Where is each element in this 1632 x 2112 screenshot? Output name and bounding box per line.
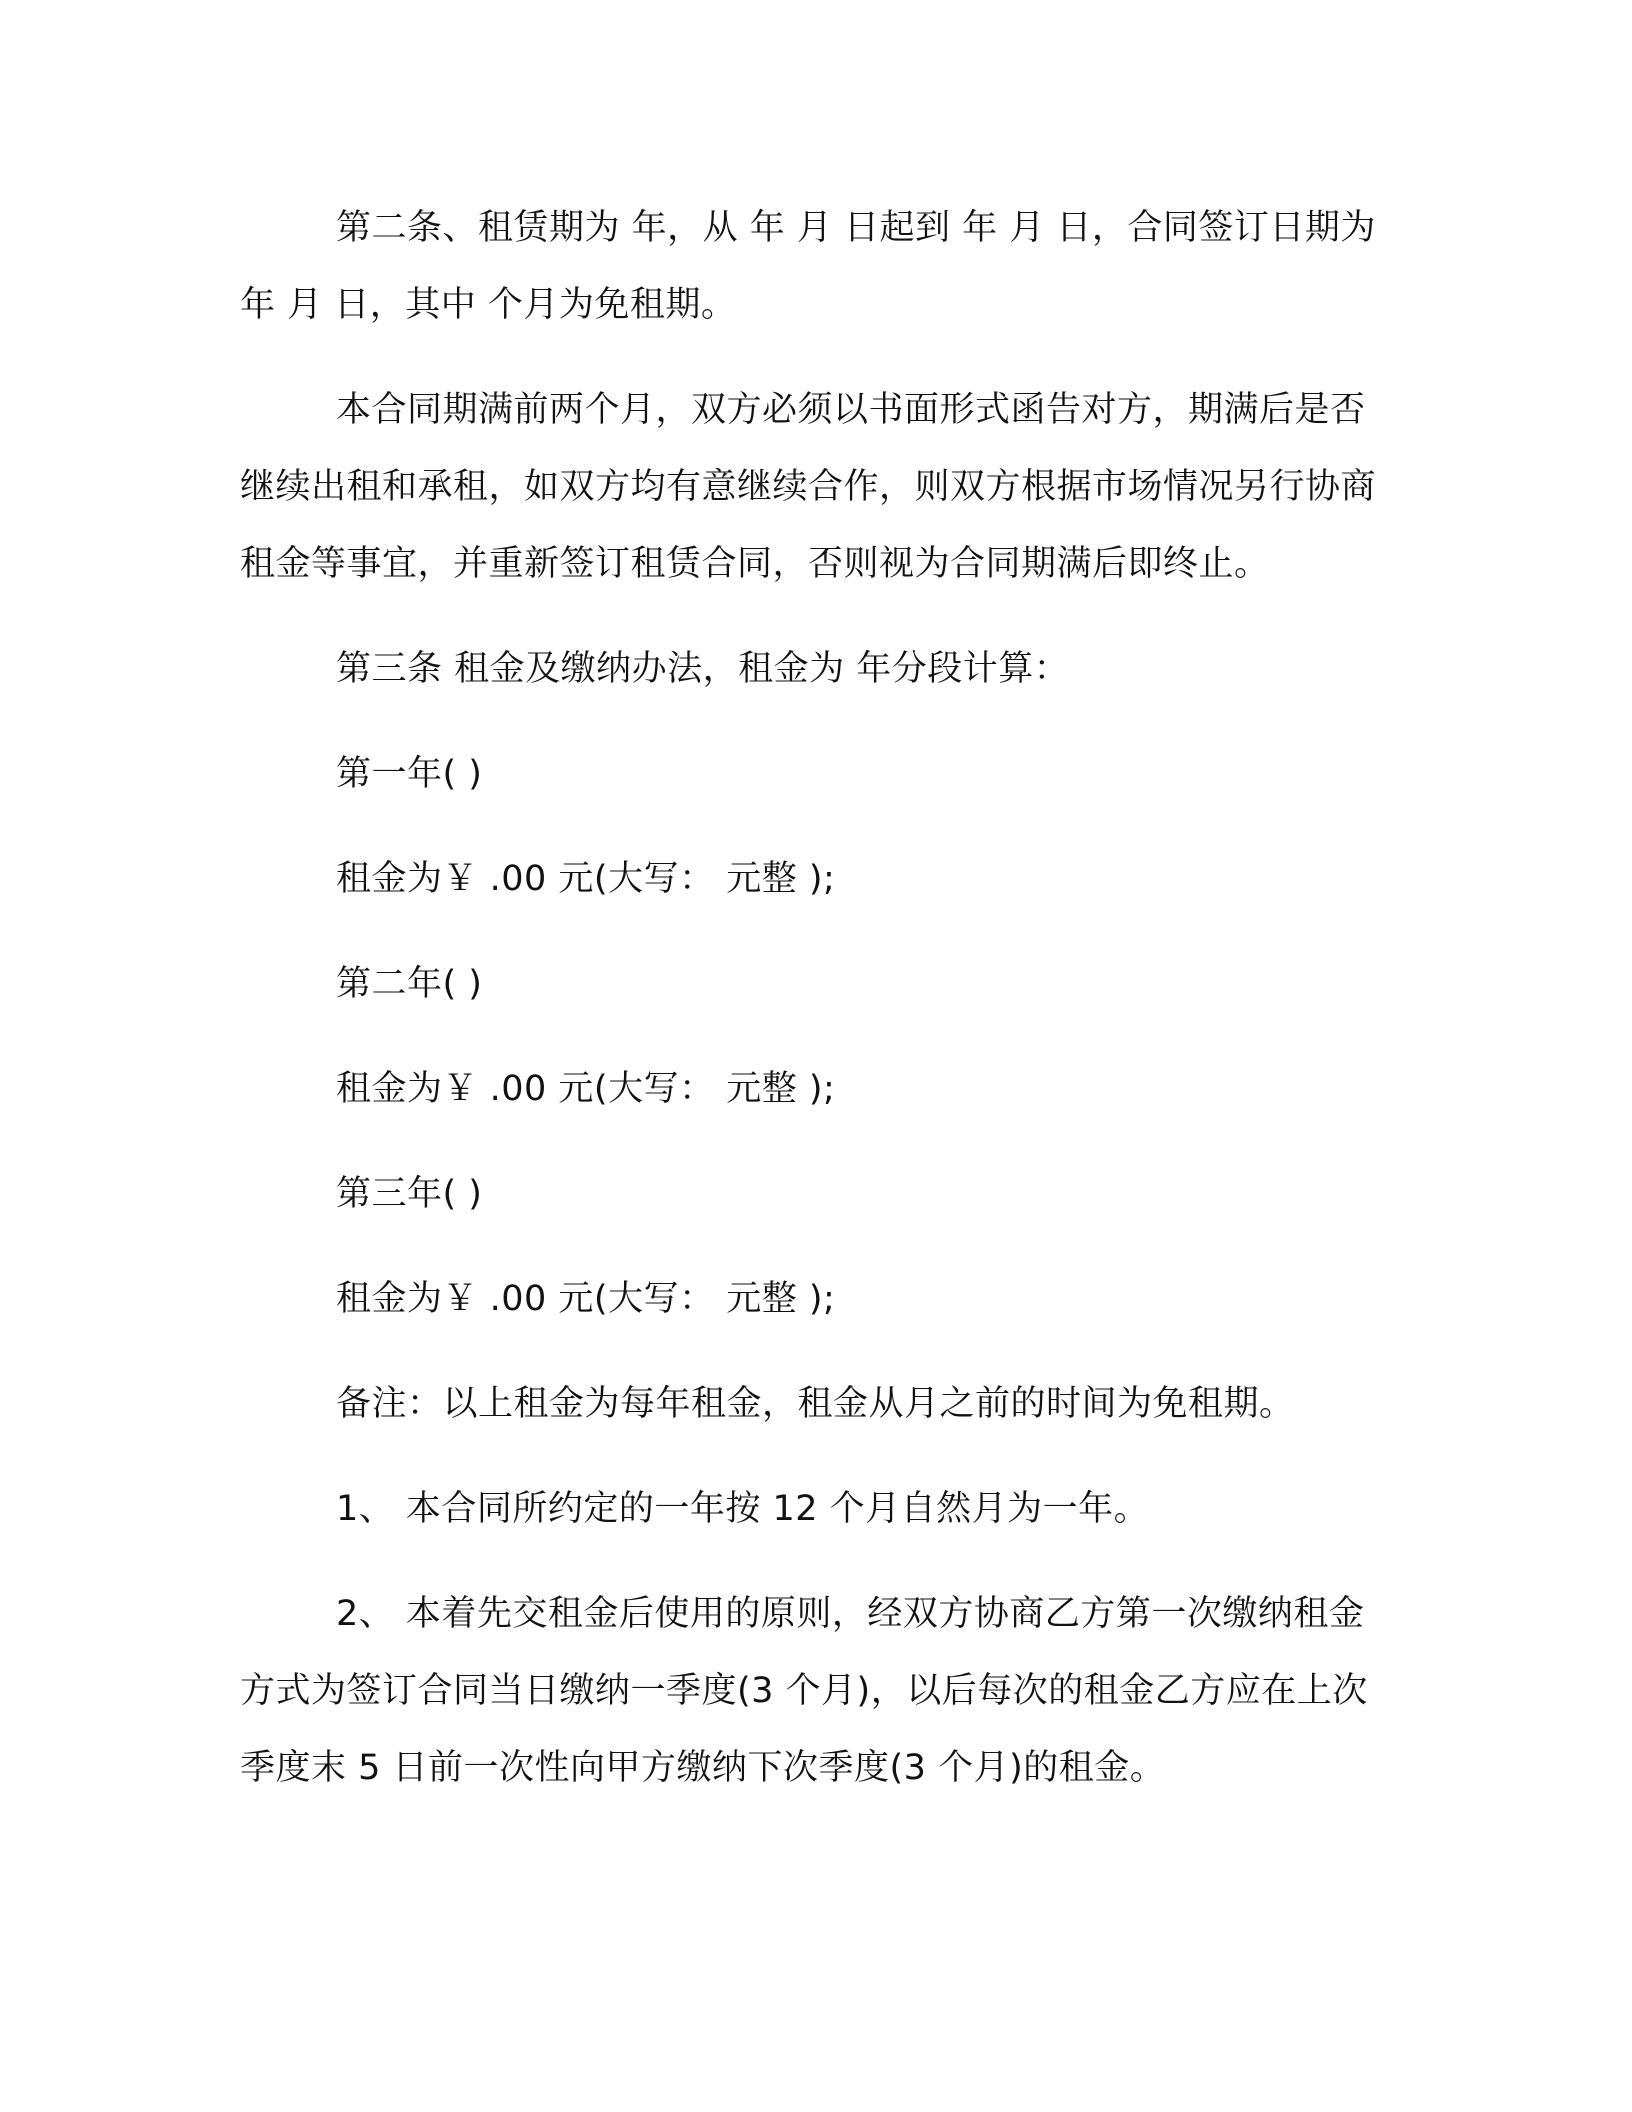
year-2-label: 第二年( ) <box>336 964 483 1004</box>
clause-1: 1、 本合同所约定的一年按 12 个月自然月为一年。 <box>336 1489 1150 1529</box>
article-3-rent: 第三条 租金及缴纳办法，租金为 年分段计算： <box>336 649 1070 689</box>
document-body <box>240 190 1385 1835</box>
clause-2: 2、 本着先交租金后使用的原则，经双方协商乙方第一次缴纳租金方式为签订合同当日缴纳一季度(3 个月)，以后每次的租金乙方应在上次季度末 5 日前一次性向甲方缴纳下次季度(3 个月)的租金。 <box>240 1594 1368 1788</box>
year-1-label: 第一年( ) <box>336 754 483 794</box>
renewal-clause: 本合同期满前两个月，双方必须以书面形式函告对方，期满后是否继续出租和承租，如双方均有意继续合作，则双方根据市场情况另行协商租金等事宜，并重新签订租赁合同，否则视为合同期满后即终止。 <box>240 390 1377 584</box>
article-2-term: 第二条、租赁期为 年，从 年 月 日起到 年 月 日，合同签订日期为 年 月 日，其中 个月为免租期。 <box>240 208 1376 325</box>
year-1-rent: 租金为￥ .00 元(大写： 元整 ); <box>336 859 836 899</box>
year-2-rent: 租金为￥ .00 元(大写： 元整 ); <box>336 1069 836 1109</box>
year-3-label: 第三年( ) <box>336 1174 483 1214</box>
remark: 备注：以上租金为每年租金，租金从月之前的时间为免租期。 <box>336 1384 1295 1424</box>
year-3-rent: 租金为￥ .00 元(大写： 元整 ); <box>336 1279 836 1319</box>
